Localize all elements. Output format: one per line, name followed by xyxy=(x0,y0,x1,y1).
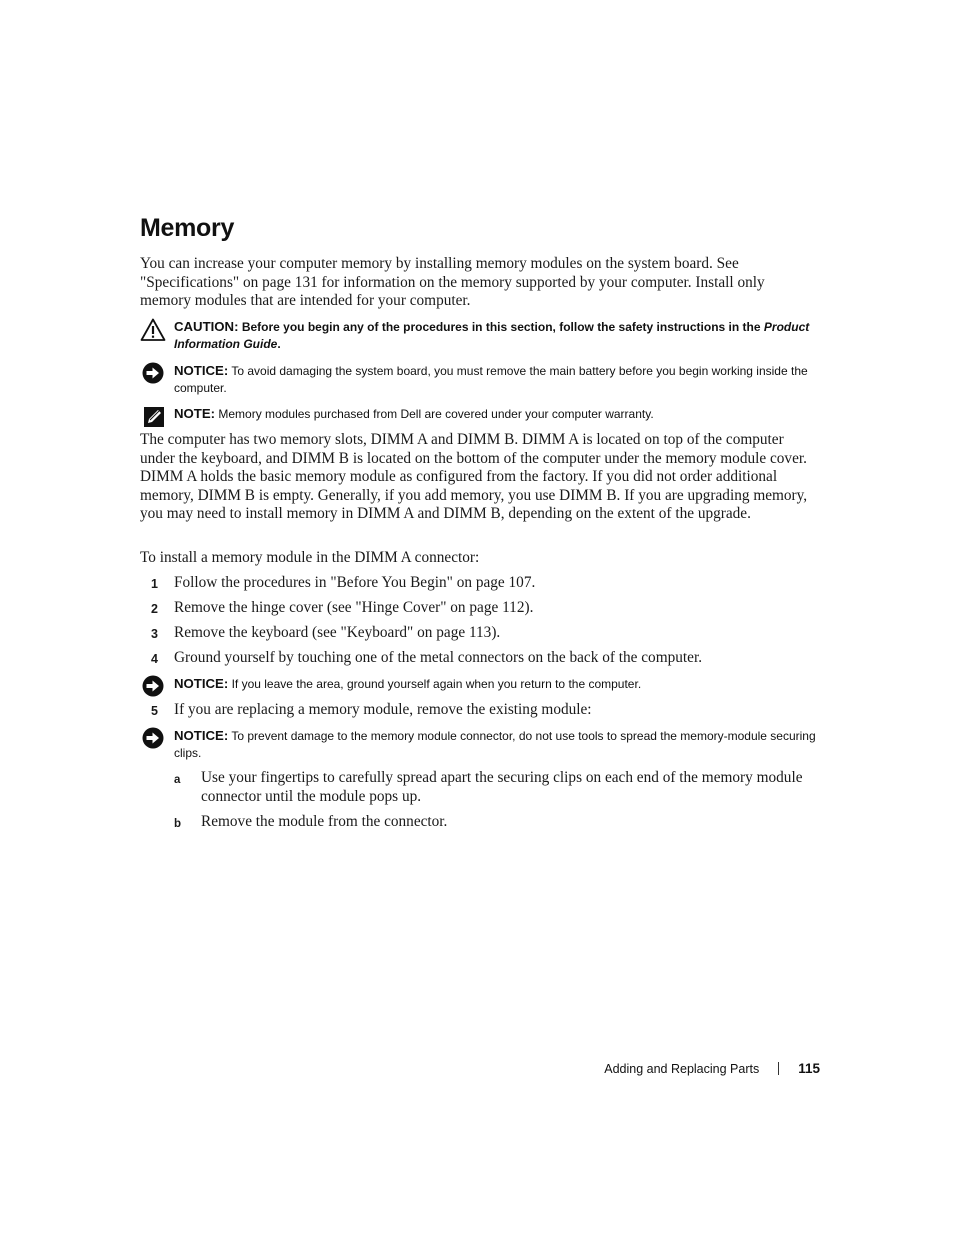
step-text: Follow the procedures in "Before You Begin" on page 107. xyxy=(174,574,536,591)
notice-1-text: To avoid damaging the system board, you must remove the main battery before you begin working inside the computer. xyxy=(174,364,808,396)
step-number: 3 xyxy=(151,627,158,641)
step-number: 5 xyxy=(151,704,158,718)
notice-3-label: NOTICE: xyxy=(174,728,229,743)
notice-3-text: To prevent damage to the memory module connector, do not use tools to spread the memory-module securing clips. xyxy=(174,729,816,761)
body-paragraph-1: The computer has two memory slots, DIMM A and DIMM B. DIMM A is located on top of the computer under the keyboard, and DIMM B is located on the bottom of the computer under the memory module cover. DIMM A holds the basic memory module as configured from the factory. If you did not order additional memory, DIMM B is empty. Generally, if you add memory, you use DIMM B. If you are upgrading memory, you may need to install memory in DIMM A and DIMM B, depending on the extent of the upgrade. xyxy=(140,431,808,523)
list-item xyxy=(140,599,816,618)
step-text: Ground yourself by touching one of the metal connectors on the back of the computer. xyxy=(174,649,703,666)
step-text: If you are replacing a memory module, remove the existing module: xyxy=(174,701,592,718)
note-label: NOTE: xyxy=(174,406,216,421)
page-footer xyxy=(604,1061,820,1076)
list-item xyxy=(140,649,816,668)
notice-block-3 xyxy=(140,727,816,763)
note-pencil-icon xyxy=(140,405,166,429)
notice-block-1 xyxy=(140,362,816,398)
list-item xyxy=(140,701,816,720)
list-item xyxy=(174,813,816,832)
substep-text: Remove the module from the connector. xyxy=(201,813,448,830)
intro-paragraph: You can increase your computer memory by installing memory modules on the system board. See "Specifications" on page 131 for information on the memory supported by your computer. Install only memory modules that are intended for your computer. xyxy=(140,255,765,310)
caution-text: Before you begin any of the procedures in this section, follow the safety instructions in the xyxy=(241,320,761,334)
note-block xyxy=(140,405,816,423)
caution-guide-title: Product Information Guide xyxy=(174,320,810,352)
notice-2-text: If you leave the area, ground yourself again when you return to the computer. xyxy=(231,677,642,691)
step-number: 1 xyxy=(151,577,158,591)
notice-arrow-icon xyxy=(140,362,166,386)
page-number: 115 xyxy=(798,1061,820,1076)
footer-divider xyxy=(778,1062,779,1075)
step-text: Remove the hinge cover (see "Hinge Cover" on page 112). xyxy=(174,599,534,616)
step-number: 4 xyxy=(151,652,158,666)
caution-block xyxy=(140,318,816,354)
list-item xyxy=(140,574,816,593)
notice-1-label: NOTICE: xyxy=(174,363,229,378)
list-item xyxy=(174,769,816,806)
footer-section-title: Adding and Replacing Parts xyxy=(604,1061,760,1076)
caution-triangle-icon xyxy=(140,318,166,342)
substep-letter: a xyxy=(174,774,181,786)
notice-arrow-icon xyxy=(140,675,166,699)
body-paragraph-2: To install a memory module in the DIMM A connector: xyxy=(140,549,480,566)
step-number: 2 xyxy=(151,602,158,616)
notice-arrow-icon xyxy=(140,727,166,751)
step-text: Remove the keyboard (see "Keyboard" on page 113). xyxy=(174,624,501,641)
notice-2-label: NOTICE: xyxy=(174,676,229,691)
caution-end: . xyxy=(277,337,281,352)
caution-label: CAUTION: xyxy=(174,319,239,334)
notice-block-2 xyxy=(140,675,816,693)
page-title: Memory xyxy=(140,214,235,242)
substep-text: Use your fingertips to carefully spread apart the securing clips on each end of the memory module connector until the module pops up. xyxy=(201,769,803,805)
substep-letter: b xyxy=(174,818,182,830)
list-item xyxy=(140,624,816,643)
note-text: Memory modules purchased from Dell are covered under your computer warranty. xyxy=(218,407,654,421)
